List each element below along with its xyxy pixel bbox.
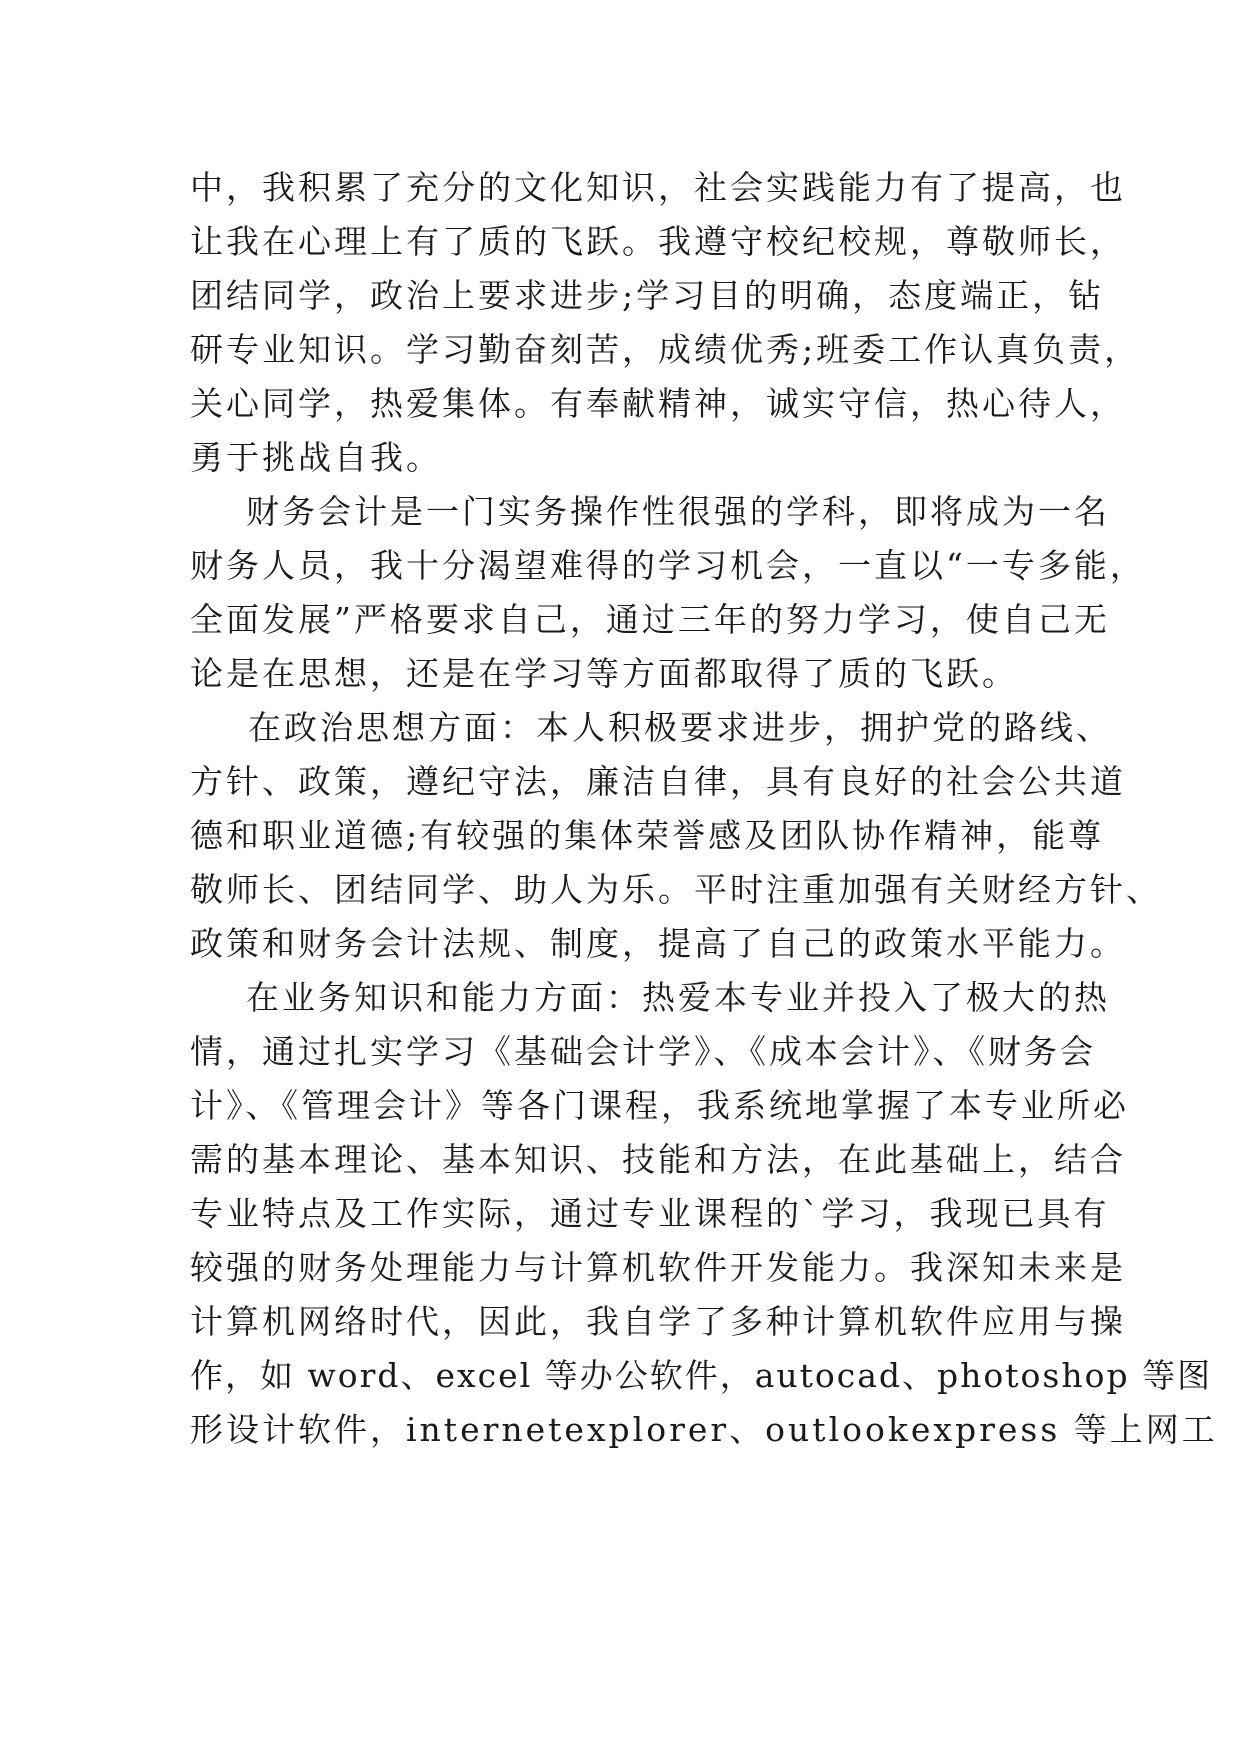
text-line: 中，我积累了充分的文化知识，社会实践能力有了提高，也 (190, 168, 1126, 207)
paragraph-start-line: 在业务知识和能力方面：热爱本专业并投入了极大的热 (246, 978, 1110, 1017)
text-line: 方针、政策，遵纪守法，廉洁自律，具有良好的社会公共道 (190, 762, 1126, 801)
text-line: 关心同学，热爱集体。有奉献精神，诚实守信，热心待人， (190, 384, 1126, 423)
text-line: 作，如 word、excel 等办公软件，autocad、photoshop 等图 (190, 1356, 1213, 1395)
text-line: 较强的财务处理能力与计算机软件开发能力。我深知未来是 (190, 1248, 1126, 1287)
text-line: 勇于挑战自我。 (190, 438, 442, 477)
paragraph-start-line: 在政治思想方面：本人积极要求进步，拥护党的路线、 (248, 708, 1112, 747)
text-line: 德和职业道德;有较强的集体荣誉感及团队协作精神，能尊 (190, 816, 1105, 855)
text-line: 需的基本理论、基本知识、技能和方法，在此基础上，结合 (190, 1140, 1126, 1179)
paragraph-start-line: 财务会计是一门实务操作性很强的学科，即将成为一名 (246, 492, 1110, 531)
text-line: 财务人员，我十分渴望难得的学习机会，一直以“一专多能， (190, 546, 1146, 585)
text-line: 研专业知识。学习勤奋刻苦，成绩优秀;班委工作认真负责， (190, 330, 1141, 369)
text-line: 计算机网络时代，因此，我自学了多种计算机软件应用与操 (190, 1302, 1126, 1341)
text-line: 团结同学，政治上要求进步;学习目的明确，态度端正，钻 (190, 276, 1105, 315)
text-line: 敬师长、团结同学、助人为乐。平时注重加强有关财经方针、 (190, 870, 1162, 909)
text-line: 让我在心理上有了质的飞跃。我遵守校纪校规，尊敬师长， (190, 222, 1126, 261)
text-line: 计》、《管理会计》等各门课程，我系统地掌握了本专业所必 (190, 1086, 1129, 1125)
text-line: 全面发展”严格要求自己，通过三年的努力学习，使自己无 (190, 600, 1110, 639)
text-line: 论是在思想，还是在学习等方面都取得了质的飞跃。 (190, 654, 1018, 693)
text-line: 情，通过扎实学习《基础会计学》、《成本会计》、《财务会 (190, 1032, 1096, 1071)
text-line: 形设计软件，internetexplorer、outlookexpress 等上网工 (190, 1410, 1218, 1449)
text-line: 专业特点及工作实际，通过专业课程的`学习，我现已具有 (190, 1194, 1110, 1233)
text-line: 政策和财务会计法规、制度，提高了自己的政策水平能力。 (190, 924, 1126, 963)
